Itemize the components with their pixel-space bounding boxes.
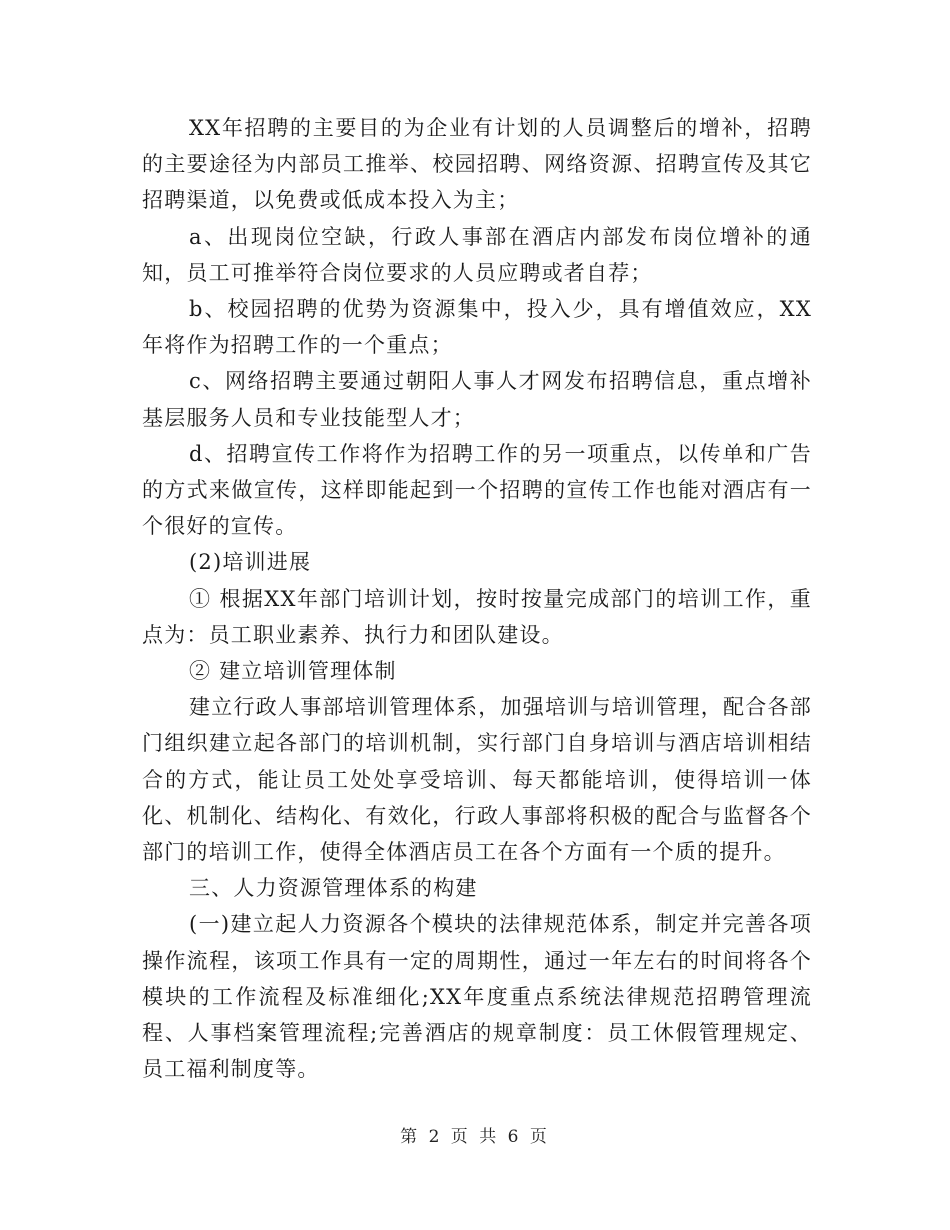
paragraph-training-plan: ① 根据XX年部门培训计划，按时按量完成部门的培训工作，重点为：员工职业素养、执行力和团队建设。 [142, 586, 812, 647]
paragraph-item-a: a、出现岗位空缺，行政人事部在酒店内部发布岗位增补的通知，员工可推举符合岗位要求的人员应聘或者自荐； [142, 224, 812, 285]
paragraph-hr-system: (一)建立起人力资源各个模块的法律规范体系，制定并完善各项操作流程，该项工作具有一定的周期性，通过一年左右的时间将各个模块的工作流程及标准细化;XX年度重点系统法律规范招聘管理流程、人事档案管理流程;完善酒店的规章制度：员工休假管理规定、员工福利制度等。 [142, 912, 812, 1082]
paragraph-recruitment-intro: XX年招聘的主要目的为企业有计划的人员调整后的增补，招聘的主要途径为内部员工推举、校园招聘、网络资源、招聘宣传及其它招聘渠道，以免费或低成本投入为主； [142, 116, 812, 213]
paragraph-item-d: d、招聘宣传工作将作为招聘工作的另一项重点，以传单和广告的方式来做宣传，这样即能起到一个招聘的宣传工作也能对酒店有一个很好的宣传。 [142, 441, 812, 539]
heading-training-progress: (2)培训进展 [189, 550, 312, 575]
document-body [142, 110, 812, 1087]
paragraph-training-system: 建立行政人事部培训管理体系，加强培训与培训管理，配合各部门组织建立起各部门的培训机制，实行部门自身培训与酒店培训相结合的方式，能让员工处处享受培训、每天都能培训，使得培训一体化、机制化、结构化、有效化，行政人事部将积极的配合与监督各个部门的培训工作，使得全体酒店员工在各个方面有一个质的提升。 [142, 695, 812, 865]
heading-hr-system: 三、人力资源管理体系的构建 [189, 876, 478, 901]
paragraph-item-b: b、校园招聘的优势为资源集中，投入少，具有增值效应，XX年将作为招聘工作的一个重点； [142, 297, 812, 358]
heading-training-system: ② 建立培训管理体制 [189, 659, 397, 684]
page-footer: 第 2 页 共 6 页 [400, 1127, 550, 1147]
paragraph-item-c: c、网络招聘主要通过朝阳人事人才网发布招聘信息，重点增补基层服务人员和专业技能型人才； [142, 369, 812, 430]
